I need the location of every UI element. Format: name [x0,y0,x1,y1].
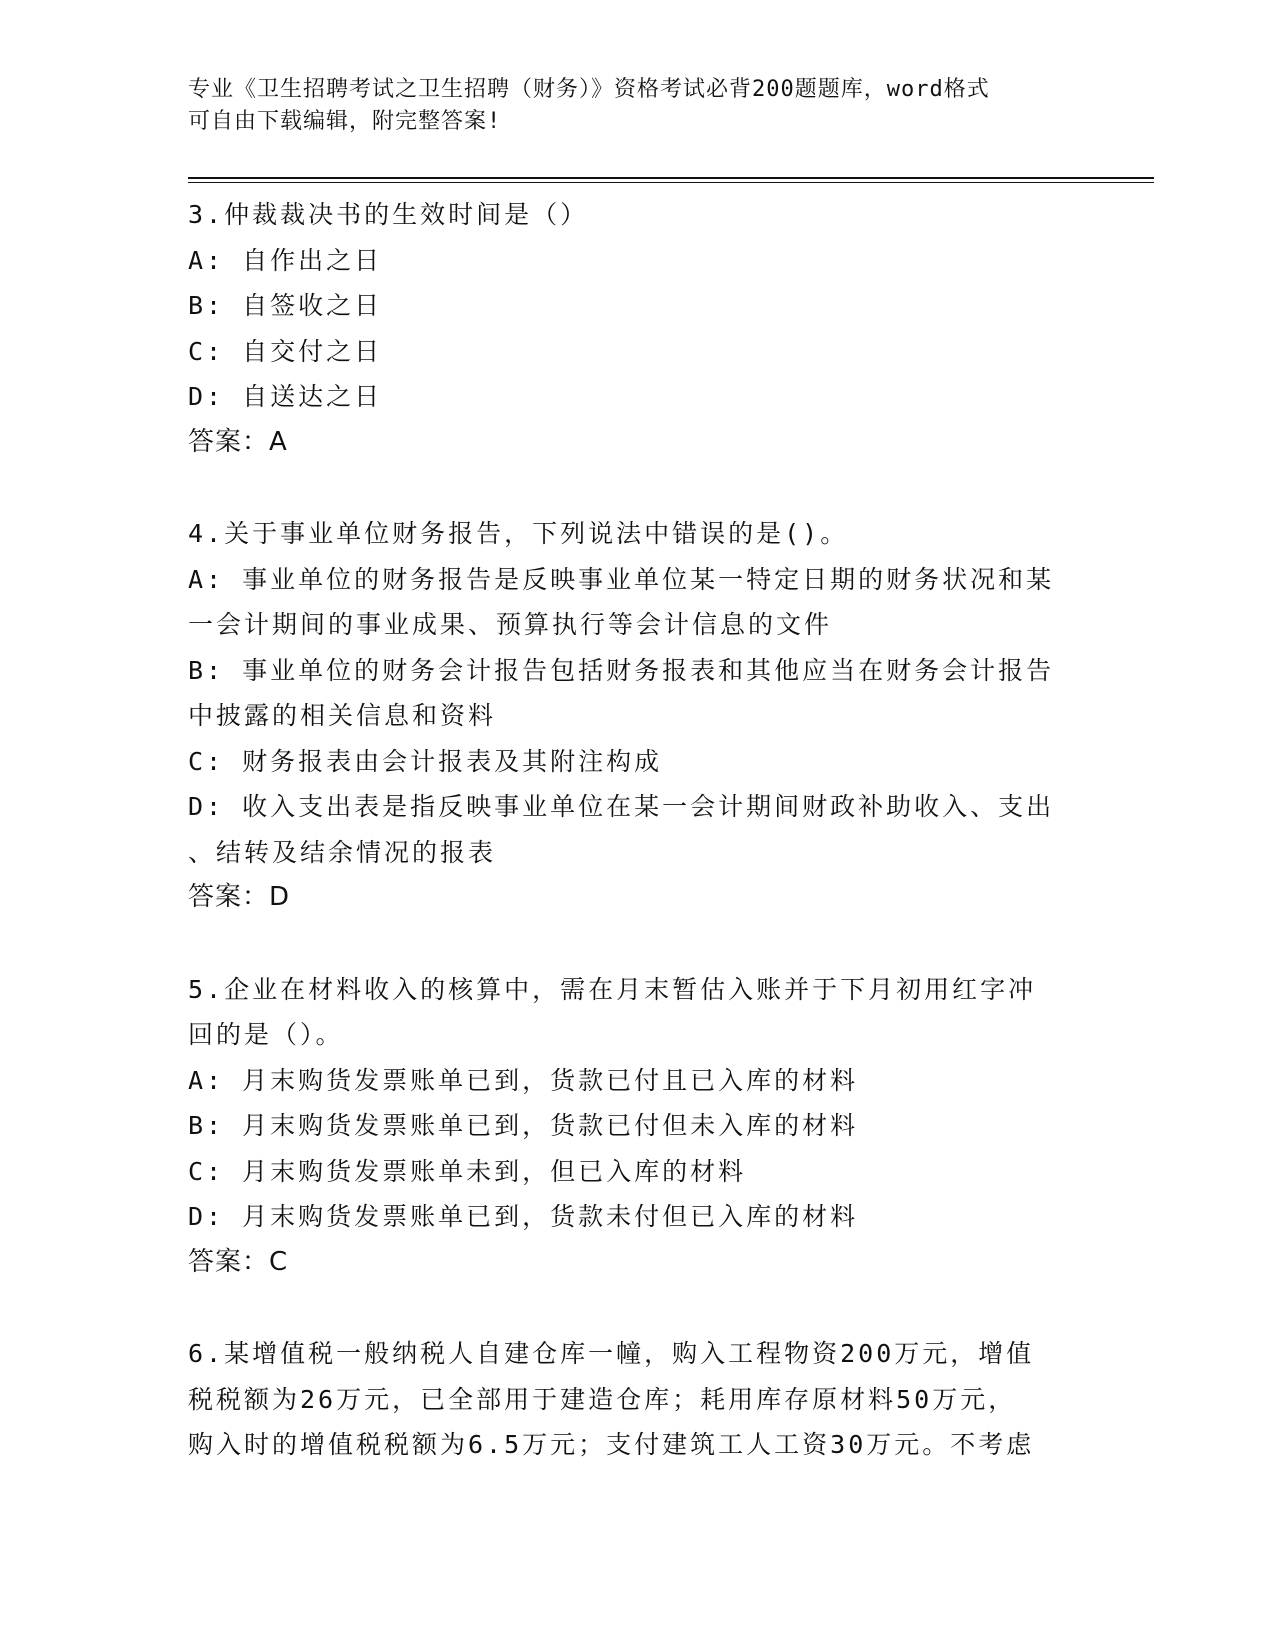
option-c: C: 自交付之日 [188,336,383,366]
question-stem: 5.企业在材料收入的核算中，需在月末暂估入账并于下月初用红字冲 [188,974,1037,1004]
option-b: B: 月末购货发票账单已到，货款已付但未入库的材料 [188,1111,859,1140]
option-a: A: 自作出之日 [188,245,383,275]
spacer [188,921,1088,967]
header-divider-thin [188,182,1154,183]
question-block [188,192,1088,465]
question-block [188,967,1088,1286]
header-line-2: 可自由下载编辑，附完整答案! [188,109,502,134]
question-stem-continued: 回的是（）。 [188,1020,344,1049]
option-a: A: 事业单位的财务报告是反映事业单位某一特定日期的财务状况和某 [188,564,1055,594]
option-d: D: 收入支出表是指反映事业单位在某一会计期间财政补助收入、支出 [188,792,1055,821]
option-c: C: 财务报表由会计报表及其附注构成 [188,746,663,776]
option-d: D: 月末购货发票账单已到，货款未付但已入库的材料 [188,1202,859,1231]
answer-label: 答案：D [188,882,291,912]
option-b-continued: 中披露的相关信息和资料 [188,701,497,730]
spacer [188,465,1088,511]
question-stem-continued: 税税额为26万元，已全部用于建造仓库；耗用库存原材料50万元， [188,1384,1017,1414]
answer-label: 答案：A [188,426,288,457]
header-line-1: 专业《卫生招聘考试之卫生招聘（财务）》资格考试必背200题题库，word格式 [188,77,990,102]
option-d-continued: 、结转及结余情况的报表 [188,837,497,867]
option-a: A: 月末购货发票账单已到，货款已付且已入库的材料 [188,1065,859,1095]
option-c: C: 月末购货发票账单未到，但已入库的材料 [188,1156,747,1186]
option-b: B: 事业单位的财务会计报告包括财务报表和其他应当在财务会计报告 [188,655,1055,685]
header-divider-thick [188,177,1154,179]
document-header [188,74,1088,138]
question-stem: 4.关于事业单位财务报告，下列说法中错误的是()。 [188,519,849,548]
spacer [188,1285,1088,1331]
question-block [188,511,1088,921]
question-list [188,192,1088,1468]
option-d: D: 自送达之日 [188,382,383,411]
question-stem: 3.仲裁裁决书的生效时间是（） [188,200,589,229]
option-b: B: 自签收之日 [188,291,383,320]
question-stem: 6.某增值税一般纳税人自建仓库一幢，购入工程物资200万元，增值 [188,1339,1035,1368]
question-block [188,1331,1088,1468]
question-stem-continued: 购入时的增值税税额为6.5万元；支付建筑工人工资30万元。不考虑 [188,1430,1035,1459]
answer-label: 答案：C [188,1246,289,1277]
option-a-continued: 一会计期间的事业成果、预算执行等会计信息的文件 [188,610,833,639]
